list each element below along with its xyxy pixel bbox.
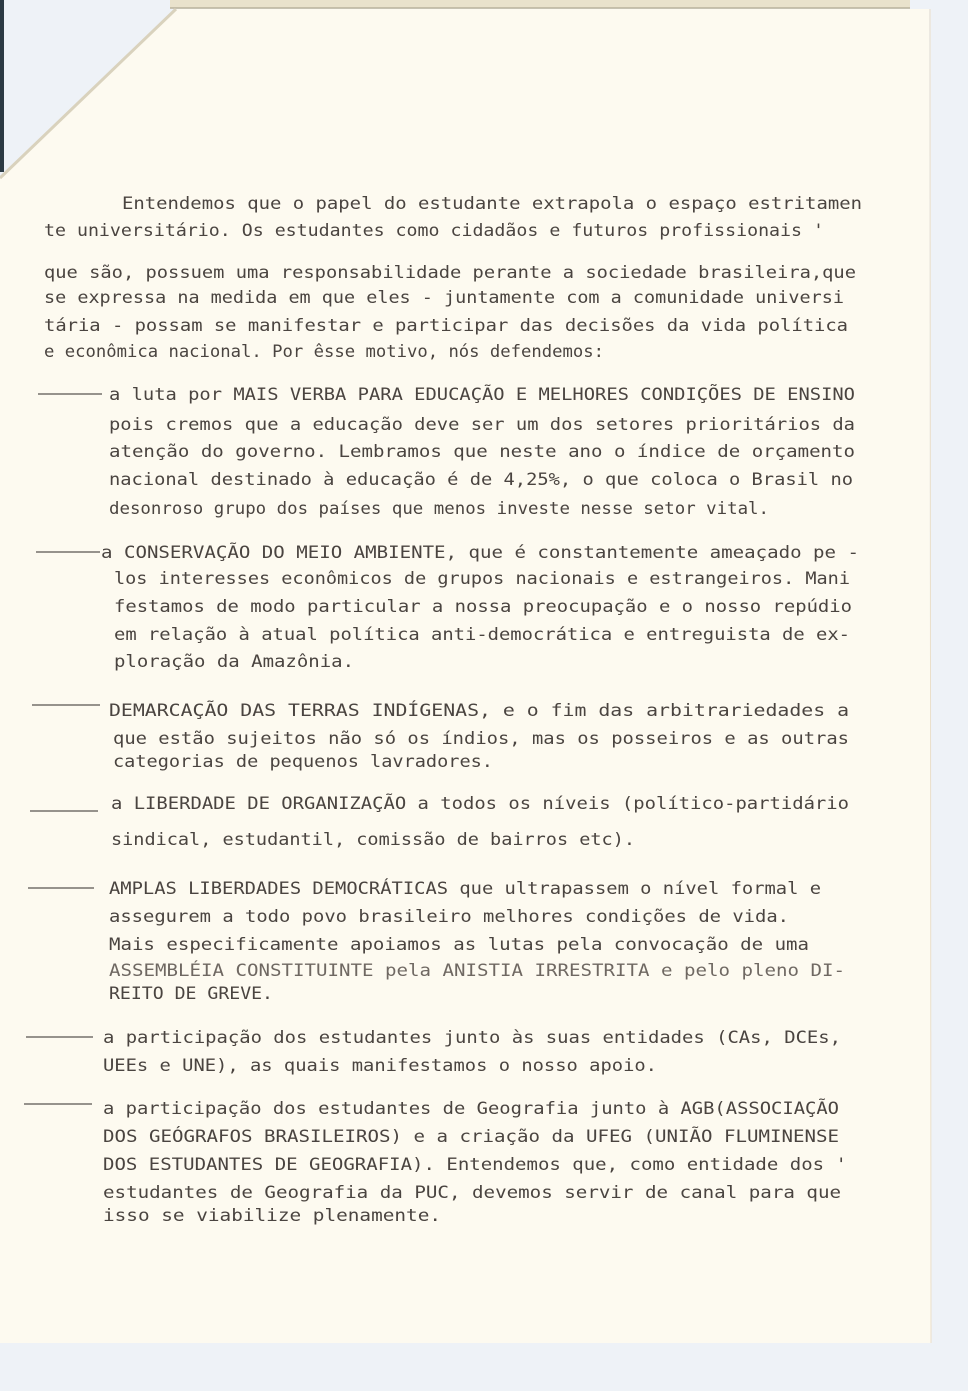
item-line: DOS GEÓGRAFOS BRASILEIROS) e a criação da UFEG (UNIÃO FLUMINENSE [103, 1127, 759, 1147]
intro-line: que são, possuem uma responsabilidade perante a sociedade brasileira,que [44, 263, 856, 283]
item-line: estudantes de Geografia da PUC, devemos servir de canal para que [103, 1183, 841, 1203]
intro-line: e econômica nacional. Por êsse motivo, nós defendemos: [44, 342, 604, 362]
item-line: a participação dos estudantes de Geografia junto à AGB(ASSOCIAÇÃO [103, 1099, 769, 1119]
item-line: DOS ESTUDANTES DE GEOGRAFIA). Entendemos que, como entidade dos ' [103, 1155, 847, 1175]
scanner-edge [0, 0, 4, 172]
item-line: ploração da Amazônia. [114, 652, 354, 672]
item-line: isso se viabilize plenamente. [103, 1206, 441, 1226]
item-line: assegurem a todo povo brasileiro melhores condições de vida. [109, 907, 789, 927]
item-line: categorias de pequenos lavradores. [113, 752, 493, 772]
item-line: DEMARCAÇÃO DAS TERRAS INDÍGENAS, e o fim das arbitrariedades a [109, 701, 744, 721]
item-line: UEEs e UNE), as quais manifestamos o nosso apoio. [103, 1056, 657, 1076]
item-line: los interesses econômicos de grupos nacionais e estrangeiros. Mani [114, 569, 850, 589]
intro-line: Entendemos que o papel do estudante extrapola o espaço estritamen [122, 194, 862, 214]
item-line: ASSEMBLÉIA CONSTITUINTE pela ANISTIA IRRESTRITA e pelo pleno DI- [109, 961, 765, 981]
back-sheet-edge [170, 0, 910, 8]
item-line: Mais especificamente apoiamos as lutas pela convocação de uma [109, 935, 809, 955]
item-line: que estão sujeitos não só os índios, mas os posseiros e as outras [113, 729, 849, 749]
item-line: atenção do governo. Lembramos que neste ano o índice de orçamento [109, 442, 855, 462]
item-line: REITO DE GREVE. [109, 984, 273, 1004]
item-line: a participação dos estudantes junto às suas entidades (CAs, DCEs, [103, 1028, 841, 1048]
item-line: AMPLAS LIBERDADES DEMOCRÁTICAS que ultrapassem o nível formal e [109, 879, 754, 899]
item-line: desonroso grupo dos países que menos investe nesse setor vital. [109, 499, 769, 519]
item-line: festamos de modo particular a nossa preocupação e o nosso repúdio [114, 597, 852, 617]
intro-line: se expressa na medida em que eles - juntamente com a comunidade universi [44, 288, 844, 308]
item-line: em relação à atual política anti-democrática e entreguista de ex- [114, 625, 850, 645]
item-line: pois cremos que a educação deve ser um dos setores prioritários da [109, 415, 855, 435]
item-line: a luta por MAIS VERBA PARA EDUCAÇÃO E MELHORES CONDIÇÕES DE ENSINO [109, 385, 785, 405]
intro-line: tária - possam se manifestar e participar das decisões da vida política [44, 316, 849, 336]
item-line: a CONSERVAÇÃO DO MEIO AMBIENTE, que é constantemente ameaçado pe - [101, 543, 777, 563]
item-line: sindical, estudantil, comissão de bairros etc). [111, 830, 635, 850]
intro-line: te universitário. Os estudantes como cidadãos e futuros profissionais ' [44, 221, 825, 241]
item-line: a LIBERDADE DE ORGANIZAÇÃO a todos os níveis (político-partidário [111, 794, 777, 814]
item-line: nacional destinado à educação é de 4,25%, o que coloca o Brasil no [109, 470, 854, 490]
